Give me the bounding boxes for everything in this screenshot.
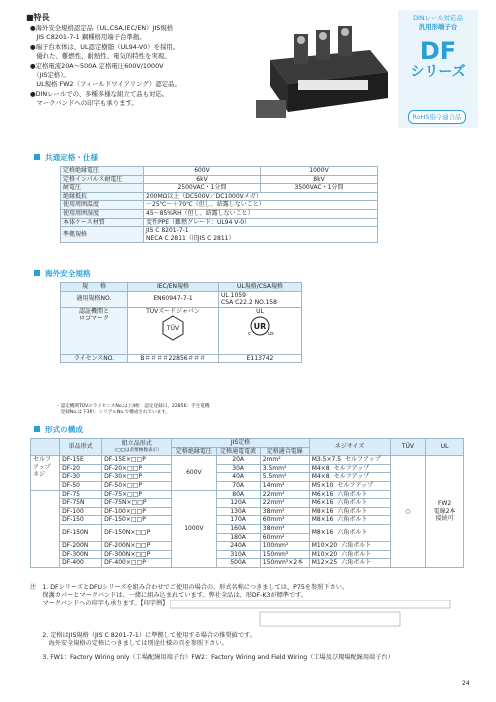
table-header-row bbox=[61, 283, 302, 292]
screw-type: セルフアップ bbox=[333, 464, 370, 472]
table-row bbox=[61, 192, 378, 201]
single-model-cell: DF-20 bbox=[60, 464, 102, 473]
single-model-cell: DF-30 bbox=[60, 473, 102, 482]
csa-standard: CSA C22.2 NO.158 bbox=[221, 299, 277, 307]
single-model-cell: DF-75N bbox=[60, 499, 102, 508]
cell-iec: EN60947-7-1 bbox=[128, 291, 219, 307]
cell-value: 変性PPE（難燃グレード：UL94 V-0） bbox=[144, 218, 378, 227]
cell-600v: 6kV bbox=[144, 175, 261, 184]
single-model-cell: DF-50 bbox=[60, 481, 102, 490]
ul-mark-cell bbox=[426, 456, 464, 568]
screw-cell bbox=[309, 490, 390, 499]
tuv-name: TÜVズードジャパン bbox=[146, 307, 200, 315]
fw2-note-line2: 接続可 bbox=[435, 515, 454, 523]
assembly-model-cell: DF-100×□□P bbox=[102, 507, 172, 516]
screw-size: M12×25 bbox=[311, 559, 338, 567]
header-screw: ネジサイズ bbox=[309, 439, 390, 456]
cell-value bbox=[144, 227, 378, 243]
row-label bbox=[61, 307, 128, 354]
table-row bbox=[61, 227, 378, 243]
current-cell: 30A bbox=[216, 464, 260, 473]
section-bullet-icon bbox=[34, 154, 40, 160]
cell-600v: 2500VAC・1分間 bbox=[144, 184, 261, 193]
page-number: 24 bbox=[462, 680, 470, 687]
wire-cell: 60mm² bbox=[260, 533, 309, 542]
screw-size: M5×10 bbox=[311, 481, 334, 489]
row-label: 定格絶縁電圧 bbox=[61, 167, 144, 176]
section-bullet-icon bbox=[34, 426, 40, 432]
single-model-cell: DF-200N bbox=[60, 542, 102, 551]
table-row bbox=[61, 354, 302, 363]
print-example-strip bbox=[170, 600, 460, 628]
series-name: DF bbox=[419, 37, 457, 65]
screw-cell bbox=[309, 456, 390, 465]
current-cell: 20A bbox=[216, 456, 260, 465]
note-3: 3. FW1：Factory Wiring only（工場配線用端子台）FW2：Factory Wiring and Field Wiring（工場及び現場配線用端子台） bbox=[30, 654, 394, 661]
row-label: 適用規格NO. bbox=[61, 291, 128, 307]
row-label: 使用周囲湿度 bbox=[61, 209, 144, 218]
assembly-model-cell: DF-300N×□□P bbox=[102, 550, 172, 559]
feature-line: （JIS定格）。 bbox=[30, 71, 70, 80]
feature-line: JIS C8201-7-1 鋼種格用端子台準拠。 bbox=[30, 33, 146, 42]
row-label-line2: ロゴマーク bbox=[78, 315, 109, 323]
wire-cell: 2mm² bbox=[260, 456, 309, 465]
rohs-badge: RoHS指令適合品 bbox=[408, 110, 466, 124]
screw-size: M8×16 bbox=[311, 507, 334, 515]
svg-text:c: c bbox=[248, 331, 251, 338]
note-2b: 海外安全規格の定格につきましては別途仕様の頁を参照下さい。 bbox=[30, 640, 228, 647]
current-cell: 120A bbox=[216, 499, 260, 508]
screw-type: 六角ボルト bbox=[341, 550, 372, 558]
row-label-line1: 認証機関と bbox=[78, 307, 109, 315]
cell-1000v: 1000V bbox=[260, 167, 377, 176]
features-list bbox=[30, 24, 181, 109]
assembly-model-cell: DF-30×□□P bbox=[102, 473, 172, 482]
table-row bbox=[61, 167, 378, 176]
wire-cell: 38mm² bbox=[260, 507, 309, 516]
cell-1000v: 8kV bbox=[260, 175, 377, 184]
screw-type: セルフアップ bbox=[345, 456, 381, 464]
ul-name: UL bbox=[256, 307, 264, 315]
row-label: 使用周囲温度 bbox=[61, 201, 144, 210]
assembly-model-cell: DF-50×□□P bbox=[102, 481, 172, 490]
note-1a: 注 1. DFシリーズとDFUシリーズを組み合わせでご使用の場合の、形式名称につきましては、P75を参照下さい。 bbox=[30, 584, 349, 591]
table-row bbox=[31, 456, 464, 465]
cell-ul bbox=[219, 291, 302, 307]
voltage-1000-cell: 1000V bbox=[172, 490, 216, 567]
cell-ul bbox=[219, 307, 302, 354]
brand-tagline-line1: DINレール対応品 bbox=[413, 14, 463, 22]
screw-cell bbox=[309, 550, 390, 559]
header-jis: JIS定格 bbox=[172, 439, 309, 448]
table-row bbox=[61, 175, 378, 184]
ul-standard: UL 1059 bbox=[221, 291, 246, 299]
screw-cell bbox=[309, 481, 390, 490]
screw-size: M6×16 bbox=[311, 490, 334, 498]
screw-type: 六角ボルト bbox=[337, 516, 368, 524]
features-title: ■特長 bbox=[26, 13, 50, 22]
header-tuv: TÜV bbox=[390, 439, 426, 456]
wire-cell: 22mm² bbox=[260, 490, 309, 499]
voltage-600-cell: 600V bbox=[172, 456, 216, 490]
section-common-title: 共通定格・仕様 bbox=[45, 153, 99, 162]
feature-line: ●定格電流20A～500A 定格電圧600V/1000V bbox=[30, 61, 164, 70]
single-model-cell: DF-100 bbox=[60, 507, 102, 516]
table-row bbox=[61, 201, 378, 210]
cell-600v: 600V bbox=[144, 167, 261, 176]
header-assembly-title: 組立品形式 bbox=[121, 440, 152, 448]
screw-type: 六角ボルト bbox=[337, 507, 368, 515]
current-cell: 130A bbox=[216, 507, 260, 516]
header-wire: 定格適合電線 bbox=[260, 447, 309, 456]
header-blank bbox=[31, 439, 60, 456]
screw-type: セルフアップ bbox=[333, 473, 370, 481]
screw-size: M10×20 bbox=[311, 550, 338, 558]
brand-tagline-line2: 汎用形端子台 bbox=[418, 23, 458, 31]
assembly-model-cell: DF-150×□□P bbox=[102, 516, 172, 525]
screw-cell bbox=[309, 473, 390, 482]
overseas-standards-table bbox=[60, 282, 302, 363]
current-cell: 70A bbox=[216, 481, 260, 490]
current-cell: 40A bbox=[216, 473, 260, 482]
assembly-model-cell: DF-400×□□P bbox=[102, 559, 172, 568]
header-assembly-sub: （□□は必要極数表示） bbox=[111, 447, 162, 453]
wire-cell: 100mm² bbox=[260, 542, 309, 551]
screw-cell bbox=[309, 516, 390, 525]
feature-line: 優れた、難燃性、耐熱性、電気的特性を実現。 bbox=[30, 52, 171, 61]
header-single: 単品形式 bbox=[60, 439, 102, 456]
note-2a: 2. 定格はJIS規格（JIS C 8201-7-1）に準拠して使用する場合の推奨値です。 bbox=[30, 632, 256, 639]
row-label: 耐電圧 bbox=[61, 184, 144, 193]
header-current: 定格通電電流 bbox=[216, 447, 260, 456]
terminal-block-photo bbox=[250, 20, 396, 128]
current-cell: 180A bbox=[216, 533, 260, 542]
section-models-heading bbox=[34, 424, 83, 435]
screw-cell bbox=[309, 464, 390, 473]
assembly-model-cell: DF-150N×□□P bbox=[102, 524, 172, 541]
feature-line: UL規格 FW2（フィールドワイアリング）認定品。 bbox=[30, 80, 181, 89]
screw-size: M8×16 bbox=[311, 516, 334, 524]
cul-us-logo-icon bbox=[245, 315, 275, 337]
single-model-cell: DF-150 bbox=[60, 516, 102, 525]
header-standard: 規 格 bbox=[61, 283, 128, 292]
wire-cell: 150mm² bbox=[260, 550, 309, 559]
section-common-heading bbox=[34, 152, 98, 163]
screw-size: M4×8 bbox=[311, 464, 330, 472]
wire-cell: 22mm² bbox=[260, 499, 309, 508]
header-ul: UL bbox=[426, 439, 464, 456]
tuv-mark-cell: ○ bbox=[390, 456, 426, 568]
screw-type: 六角ボルト bbox=[341, 542, 372, 550]
cell-value: 45～85%RH（但し、結露しないこと） bbox=[144, 209, 378, 218]
header-ul: UL規格/CSA規格 bbox=[219, 283, 302, 292]
current-cell: 310A bbox=[216, 550, 260, 559]
wire-cell: 60mm² bbox=[260, 516, 309, 525]
brand-tagline bbox=[398, 14, 478, 32]
section-bullet-icon bbox=[34, 270, 40, 276]
screw-size: M3.5×7.5 bbox=[311, 456, 342, 464]
standard-line2: NECA C 2811（旧JIS C 2811） bbox=[146, 234, 235, 242]
wire-cell: 5.5mm² bbox=[260, 473, 309, 482]
cell-value: 200MΩ以上（DC500V／DC1000Vメガ） bbox=[144, 192, 378, 201]
row-label: ライセンスNO. bbox=[61, 354, 128, 363]
single-model-cell: DF-400 bbox=[60, 559, 102, 568]
group-label-text: セルフアップネジ bbox=[33, 456, 52, 479]
table-row bbox=[61, 209, 378, 218]
feature-line: ●海外安全規格認定品（UL,CSA,IEC/EN）JIS規格 bbox=[30, 24, 174, 32]
single-model-cell: DF-75 bbox=[60, 490, 102, 499]
single-model-cell: DF-300N bbox=[60, 550, 102, 559]
screw-cell bbox=[309, 524, 390, 541]
table-row bbox=[61, 184, 378, 193]
tuv-logo-icon bbox=[162, 315, 184, 341]
single-model-cell: DF-150N bbox=[60, 524, 102, 541]
screw-type: 六角ボルト bbox=[341, 559, 372, 567]
note-1c: マークバンドへの印字も承ります。【印字例】 bbox=[30, 600, 169, 607]
standard-line1: JIS C 8201-7-1 bbox=[146, 227, 189, 235]
overseas-note-line2: 登録No.は下3桁：シリアルNo.で構成されています。 bbox=[56, 410, 171, 415]
common-ratings-table bbox=[60, 166, 378, 243]
screw-cell bbox=[309, 542, 390, 551]
assembly-model-cell: DF-20×□□P bbox=[102, 464, 172, 473]
cell-iec bbox=[128, 307, 219, 354]
table-header-row bbox=[31, 439, 464, 448]
group-blank bbox=[31, 490, 60, 567]
cell-ul: E113742 bbox=[219, 354, 302, 363]
cell-value: －25℃～＋70℃（但し、結露しないこと） bbox=[144, 201, 378, 210]
table-row bbox=[61, 218, 378, 227]
section-overseas-title: 海外安全規格 bbox=[45, 269, 91, 278]
header-assembly bbox=[102, 439, 172, 456]
current-cell: 160A bbox=[216, 524, 260, 533]
group-label bbox=[31, 456, 60, 490]
header-iec: IEC/EN規格 bbox=[128, 283, 219, 292]
screw-size: M4×8 bbox=[311, 473, 330, 481]
current-cell: 500A bbox=[216, 559, 260, 568]
fw2-note-line1: 電線2本 bbox=[433, 507, 456, 515]
row-label: 絶縁抵抗 bbox=[61, 192, 144, 201]
table-row bbox=[61, 291, 302, 307]
screw-type: 六角ボルト bbox=[337, 499, 368, 507]
svg-text:us: us bbox=[268, 331, 274, 338]
current-cell: 240A bbox=[216, 542, 260, 551]
assembly-model-cell: DF-75N×□□P bbox=[102, 499, 172, 508]
svg-text:UR: UR bbox=[253, 322, 267, 332]
header-voltage: 定格絶縁電圧 bbox=[172, 447, 216, 456]
wire-cell: 150mm²×2本 bbox=[260, 559, 309, 568]
screw-cell bbox=[309, 499, 390, 508]
wire-cell: 38mm² bbox=[260, 524, 309, 533]
screw-cell bbox=[309, 559, 390, 568]
row-label: 本体ケース材質 bbox=[61, 218, 144, 227]
series-suffix: シリーズ bbox=[410, 64, 466, 80]
wire-cell: 3.5mm² bbox=[260, 464, 309, 473]
screw-cell bbox=[309, 507, 390, 516]
overseas-note-line1: ・認定機関TÜVのライセンスNo.は上4桁：認定登録日、22856：手生電機 bbox=[56, 404, 210, 409]
screw-type: 六角ボルト bbox=[337, 490, 368, 498]
models-table bbox=[30, 438, 464, 568]
table-row bbox=[61, 307, 302, 354]
screw-size: M8×16 bbox=[311, 529, 334, 537]
assembly-model-cell: DF-75×□□P bbox=[102, 490, 172, 499]
feature-line: ●DINレールでの、多種多様な組立て品も対応。 bbox=[30, 89, 169, 98]
section-models-title: 形式の構成 bbox=[45, 425, 83, 434]
section-overseas-heading bbox=[34, 268, 91, 279]
row-label: 定格インパルス耐電圧 bbox=[61, 175, 144, 184]
model-rows bbox=[31, 456, 464, 568]
cell-1000v: 3500VAC・1分間 bbox=[260, 184, 377, 193]
current-cell: 170A bbox=[216, 516, 260, 525]
assembly-model-cell: DF-200N×□□P bbox=[102, 542, 172, 551]
row-label: 準拠規格 bbox=[61, 227, 144, 243]
current-cell: 80A bbox=[216, 490, 260, 499]
wire-cell: 14mm² bbox=[260, 481, 309, 490]
screw-type: 六角ボルト bbox=[337, 529, 368, 537]
assembly-model-cell: DF-15E×□□P bbox=[102, 456, 172, 465]
single-model-cell: DF-15E bbox=[60, 456, 102, 465]
feature-line: ●端子台本体は、UL認定樹脂（UL94-V0）を採用。 bbox=[30, 42, 180, 51]
fw2-label: FW2 bbox=[438, 500, 452, 508]
screw-size: M6×16 bbox=[311, 499, 334, 507]
note-1b: 保護カバーとマークバンドは、一緒に組み込まれています。弊社全品は、形DF-K3が標準です。 bbox=[30, 592, 308, 599]
screw-size: M10×20 bbox=[311, 542, 338, 550]
feature-line: マークバンドへの印字も承ります。 bbox=[30, 99, 138, 108]
svg-text:TÜV: TÜV bbox=[166, 325, 180, 333]
cell-iec: B＃＃＃＃22856＃＃＃ bbox=[128, 354, 219, 363]
screw-type: セルフアップ bbox=[337, 481, 373, 489]
